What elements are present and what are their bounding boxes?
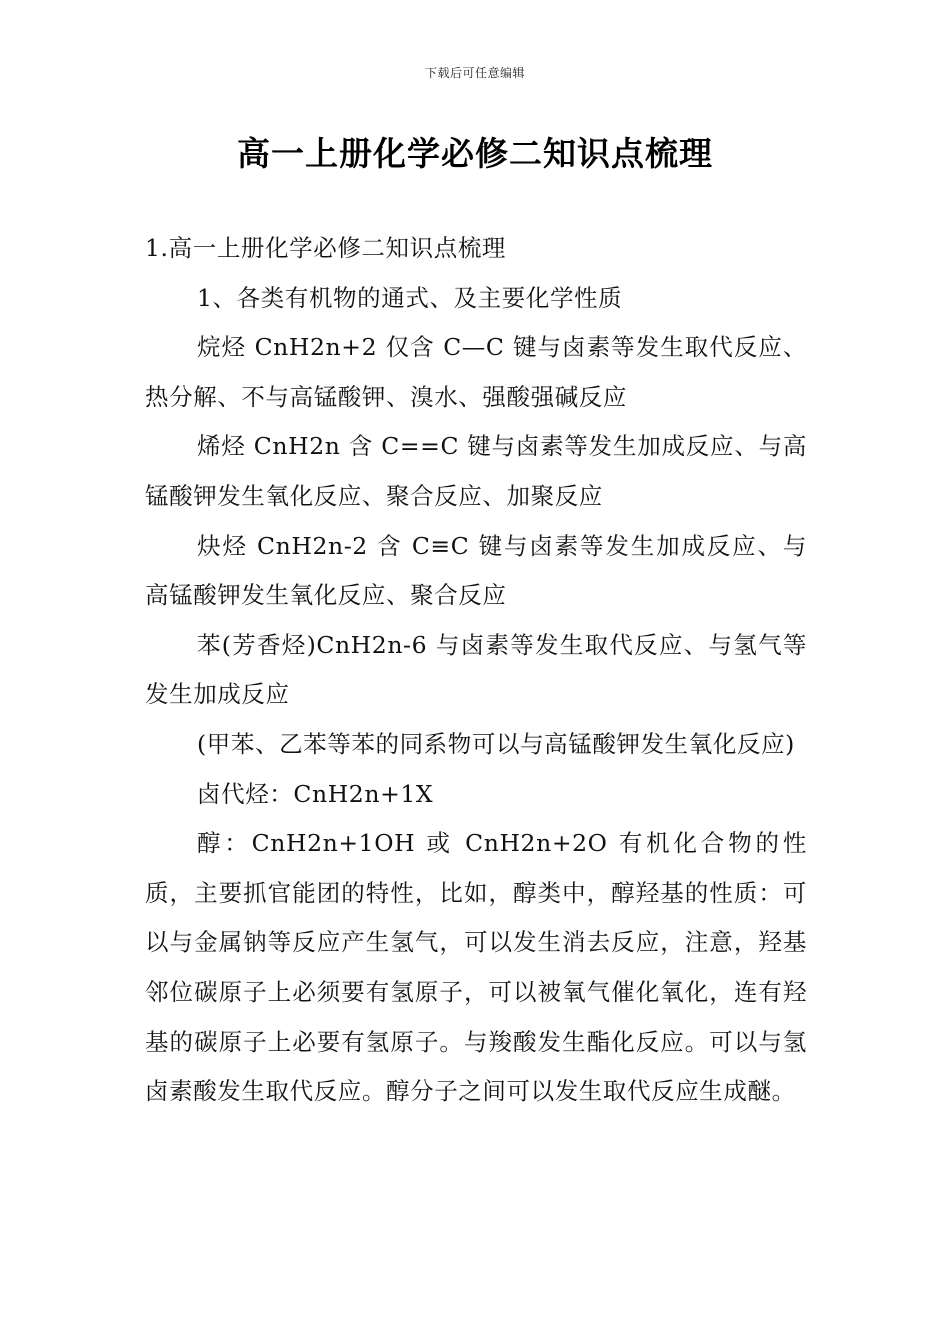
document-body [145, 224, 807, 1117]
paragraph-haloalkane: 卤代烃：CnH2n+1X [197, 779, 434, 808]
paragraph-alkene: 烯烃 CnH2n 含 C==C 键与卤素等发生加成反应、与高锰酸钾发生氧化反应、聚合反应、加聚反应 [145, 432, 807, 510]
document-title: 高一上册化学必修二知识点梳理 [237, 134, 713, 173]
header-note: 下载后可任意编辑 [424, 66, 525, 80]
paragraph-alkane: 烷烃 CnH2n+2 仅含 C—C 键与卤素等发生取代反应、热分解、不与高锰酸钾、溴水、强酸强碱反应 [145, 333, 807, 411]
section-heading: 1.高一上册化学必修二知识点梳理 [145, 234, 507, 262]
subsection-heading: 1、各类有机物的通式、及主要化学性质 [197, 283, 623, 312]
paragraph-alcohol: 醇：CnH2n+1OH 或 CnH2n+2O 有机化合物的性质，主要抓官能团的特性，比如，醇类中，醇羟基的性质：可以与金属钠等反应产生氢气，可以发生消去反应，注意，羟基邻位碳原子上必须要有氢原子，可以被氧气催化氧化，连有羟基的碳原子上必要有氢原子。与羧酸发生酯化反应。可以与氢卤素酸发生取代反应。醇分子之间可以发生取代反应生成醚。 [145, 829, 807, 1106]
paragraph-benzene: 苯(芳香烃)CnH2n-6 与卤素等发生取代反应、与氢气等发生加成反应 [145, 630, 807, 709]
paragraph-alkyne: 炔烃 CnH2n-2 含 C≡C 键与卤素等发生加成反应、与高锰酸钾发生氧化反应、聚合反应 [145, 531, 807, 610]
paragraph-benzene-homologs: (甲苯、乙苯等苯的同系物可以与高锰酸钾发生氧化反应) [197, 729, 795, 758]
